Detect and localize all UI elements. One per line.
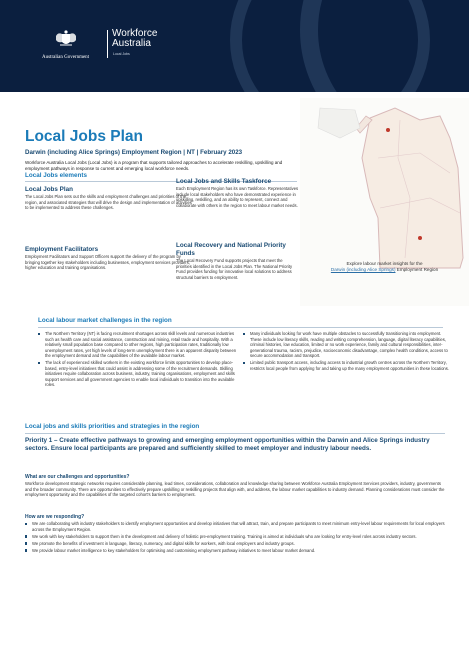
challenges-paragraph: Workforce development strategic networks requires considerable planning, lead times, considerations, collaboration and knowledge sharing between Workforce Australia Employment Services providers, industry, governments and the broader community. There are opportunities to effectively prepare upskilling or reskilling projects that align with, and address, the labour market capabilities to industry demand. Planning considerations must consider the employment opportunity and the capabilities of the targeted cohort's barriers to employment.: [25, 481, 445, 498]
decorative-arc: [300, 0, 469, 92]
brand-tag: Local Jobs: [113, 52, 130, 56]
coat-of-arms-icon: [54, 30, 78, 48]
list-item: Many individuals looking for work have multiple obstacles to successfully transitioning into employment. These include low literacy skills, reading and writing comprehension, language, digital literacy capabilities, criminal histories, low education, limited or no work experience, family and cultural responsibilities, inter-generational trauma, racism, prejudice, socioeconomic disadvantage, complex health conditions, access to secure accommodation and transport.: [243, 331, 449, 359]
element-text: The Local Jobs Plan sets out the skills and employment challenges and priorities of the region, and associated strategies that will drive the design and implementation of activities to be implemented to address these challenges.: [25, 194, 192, 211]
element-text: Employment Facilitators and Support Officers support the delivery of the program by bringing together key stakeholders including businesses, employment services providers, higher education and training organisations.: [25, 254, 191, 271]
priority-statement: Priority 1 – Create effective pathways to growing and emerging employment opportunities within the Darwin and Alice Springs industry sectors. Ensure local participants are prepared and sufficiently skilled to meet employer and industry labour needs.: [25, 437, 430, 453]
map-region-link[interactable]: Darwin (including Alice Springs): [330, 267, 396, 272]
element-title: Local Jobs Plan: [25, 186, 73, 193]
list-item: We work with key stakeholders to support them in the development and delivery of holistic pre-employment training. Training is aimed at individuals who are looking for entry-level roles across industry sectors.: [25, 534, 445, 540]
intro-paragraph: Workforce Australia Local Jobs (Local Jobs) is a program that supports tailored approaches to accelerate reskilling, upskilling and employment pathways in response to current and emerging local workforce needs.: [25, 160, 283, 171]
list-item: We are collaborating with industry stakeholders to identify employment opportunities and develop initiatives that will attract, train, and prepare participants to meet minimum entry-level labour requirements for local employers across the Employment Region.: [25, 521, 445, 532]
brand-line-1: Workforce: [112, 28, 158, 39]
challenges-left-list: [38, 331, 238, 389]
challenges-question: What are our challenges and opportunities?: [25, 474, 130, 480]
divider: [38, 327, 443, 328]
element-title: Local Recovery and National Priority Funds: [176, 242, 286, 257]
list-item: We promote the benefits of investment in language, literacy, numeracy, and digital skills for workers, with local employers and industry groups.: [25, 541, 445, 547]
element-text: Each Employment Region has its own Taskforce. Representatives include local stakeholders who have demonstrated experience in upskilling, reskilling, and an ability to represent, connect and collaborate with others in the region to meet labour market needs.: [176, 186, 299, 208]
element-funds: [176, 242, 296, 280]
list-item: We provide labour market intelligence to key stakeholders for optimising and customising employment pathway initiatives to meet labour market demand.: [25, 548, 445, 554]
header-divider: [107, 30, 108, 58]
alice-springs-marker: [418, 236, 422, 240]
header-banner: [0, 0, 469, 92]
region-map-graphic: [300, 98, 469, 306]
list-item: The Northern Territory (NT) is facing recruitment shortages across skill levels and numerous industries such as health care and social assistance, construction and mining, retail trade and hospitality. With a relatively small population base compared to other regions, high participation rates, traditionally low unemployment rates, yet high levels of long-term unemployment there is an apparent disparity between the employment demand and the capabilities of the available labour market.: [38, 331, 238, 359]
element-title: Local Jobs and Skills Taskforce: [176, 178, 272, 185]
brand-line-2: Australia: [112, 38, 151, 49]
list-item: Limited public transport access, including access to industrial growth centres across the Northern Territory, restricts local people from applying for and taking up the many employment opportunities in these locations.: [243, 360, 449, 371]
elements-heading: Local Jobs elements: [25, 172, 87, 179]
divider: [25, 433, 445, 434]
element-employment-facilitators: [25, 246, 195, 271]
page-subtitle: Darwin (including Alice Springs) Employment Region | NT | February 2023: [25, 149, 243, 156]
element-taskforce: [176, 178, 304, 208]
government-label: Australian Government: [42, 55, 90, 60]
page-title: Local Jobs Plan: [25, 128, 144, 145]
challenges-heading: Local labour market challenges in the region: [38, 317, 172, 324]
list-item: The lack of experienced skilled workers in the existing workforce limits opportunities to develop place-based, entry-level initiatives that could assist in addressing some of the recruitment demands. Skilling initiatives require collaboration across business, industry, training organisations, employment and skills support services and all government agencies to enable local individuals to transition into the available roles.: [38, 360, 238, 388]
response-list: [25, 521, 445, 555]
challenges-right-list: [243, 331, 449, 373]
map-caption: Explore labour market insights for the Darwin (including Alice Springs) Employment Region: [330, 261, 439, 272]
region-map[interactable]: [300, 98, 469, 306]
response-question: How are we responding?: [25, 514, 85, 520]
element-local-jobs-plan: [25, 186, 195, 211]
darwin-marker: [386, 128, 390, 132]
element-title: Employment Facilitators: [25, 246, 99, 253]
element-text: The Local Recovery Fund supports projects that meet the priorities identified in the Local Jobs Plan. The National Priority Fund provides funding for innovative local solutions to address structural barriers to employment.: [176, 258, 293, 280]
strategies-heading: Local jobs and skills priorities and strategies in the region: [25, 423, 200, 430]
